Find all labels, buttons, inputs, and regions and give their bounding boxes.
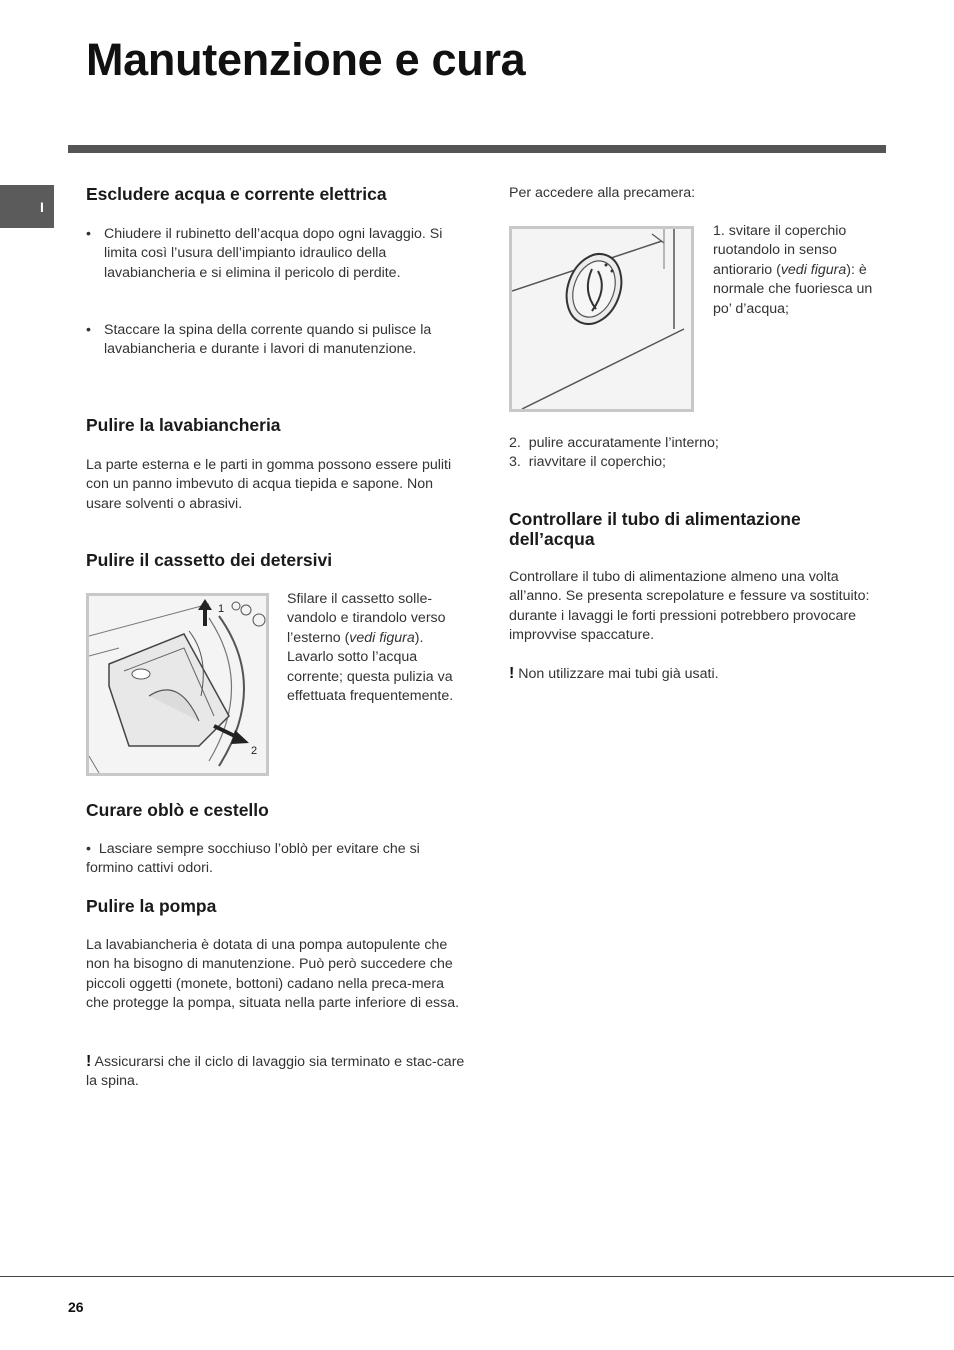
pump-cover-figure <box>509 226 694 412</box>
drawer-illustration <box>89 596 266 773</box>
pump-cover-illustration <box>512 229 691 409</box>
bullet-text: Chiudere il rubinetto dell’acqua dopo ogni lavaggio. Si limita così l’usura dell’impianto idraulico della lavabiancheria e si elimina il pericolo di perdite. <box>104 226 443 281</box>
step-2-number: 2. <box>509 435 521 451</box>
precamera-intro: Per accedere alla precamera: <box>509 185 696 201</box>
paragraph-tubo: Controllare il tubo di alimentazione almeno una volta all’anno. Se presenta screpolature e fessure va sostituito: durante i lavaggi le forti pressioni potrebbero provocare improvvise spaccature. <box>509 569 870 644</box>
warning-icon: ! <box>509 665 515 682</box>
language-tab <box>0 185 54 228</box>
language-tab-label: I <box>40 198 44 215</box>
paragraph-pulire-lavabiancheria: La parte esterna e le parti in gomma possono essere puliti con un panno imbevuto di acqua tiepida e sapone. Non usare solventi o abrasivi. <box>86 457 452 512</box>
step-1-part-b: ): è normale che fuoriesca un po’ d’acqua; <box>713 261 873 317</box>
paragraph-pompa: La lavabiancheria è dotata di una pompa autopulente che non ha bisogno di manutenzione. Può però succedere che piccoli oggetti (monete, bottoni) cadano nella preca-mera che protegge la pompa, situata nella parte inferiore di essa. <box>86 937 460 1012</box>
header-rule <box>68 145 886 153</box>
page-title: Manutenzione e cura <box>86 34 526 85</box>
warning-text: Non utilizzare mai tubi già usati. <box>518 666 719 682</box>
figure-label-2: 2 <box>251 745 258 757</box>
heading-cassetto-detersivi: Pulire il cassetto dei detersivi <box>86 550 333 570</box>
step-1 <box>713 222 883 319</box>
paragraph-cassetto-part-a: Sfilare il cassetto solle-vandolo e tirandolo verso l’esterno ( <box>287 591 446 646</box>
bullet-item: • Chiudere il rubinetto dell’acqua dopo ogni lavaggio. Si limita così l’usura dell’impianto idraulico della lavabiancheria e si elimina il pericolo di perdite. <box>86 225 446 283</box>
bullet-text: Staccare la spina della corrente quando si pulisce la lavabiancheria e durante i lavori di manutenzione. <box>104 322 432 358</box>
heading-pulire-pompa: Pulire la pompa <box>86 896 217 916</box>
bullet-item: • Staccare la spina della corrente quando si pulisce la lavabiancheria e durante i lavori di manutenzione. <box>86 321 446 360</box>
page-number: 26 <box>68 1299 84 1315</box>
bullet-oblo <box>86 840 456 879</box>
paragraph-cassetto-part-b: ). Lavarlo sotto l’acqua corrente; questa pulizia va effettuata frequentemente. <box>287 629 454 705</box>
heading-escludere: Escludere acqua e corrente elettrica <box>86 184 387 204</box>
footer-rule <box>0 1276 954 1277</box>
step-1-part-a: 1. svitare il coperchio ruotandolo in senso antiorario ( <box>713 223 847 278</box>
step-2 <box>509 434 879 453</box>
warning-icon: ! <box>86 1053 92 1070</box>
bullet-dot: • <box>86 841 99 857</box>
warning-tubo <box>509 664 889 684</box>
paragraph-cassetto <box>287 590 463 706</box>
paragraph-cassetto-em: vedi figura <box>349 629 415 646</box>
step-2-text: pulire accuratamente l’interno; <box>528 435 719 451</box>
heading-pulire-lavabiancheria: Pulire la lavabiancheria <box>86 415 281 435</box>
step-3 <box>509 453 879 472</box>
steps-list <box>509 434 879 473</box>
warning-text: Assicurarsi che il ciclo di lavaggio sia terminato e stac-care la spina. <box>86 1054 465 1090</box>
step-1-em: vedi figura <box>780 261 847 278</box>
figure-label-1: 1 <box>218 603 225 615</box>
step-3-number: 3. <box>509 454 521 471</box>
heading-tubo-alimentazione: Controllare il tubo di alimentazione dell’acqua <box>509 509 801 549</box>
drawer-figure <box>86 593 269 776</box>
warning-pompa <box>86 1052 466 1092</box>
heading-oblo-cestello: Curare oblò e cestello <box>86 800 269 820</box>
step-3-text: riavvitare il coperchio; <box>528 454 666 471</box>
bullet-text: Lasciare sempre socchiuso l’oblò per evitare che si formino cattivi odori. <box>86 841 420 877</box>
